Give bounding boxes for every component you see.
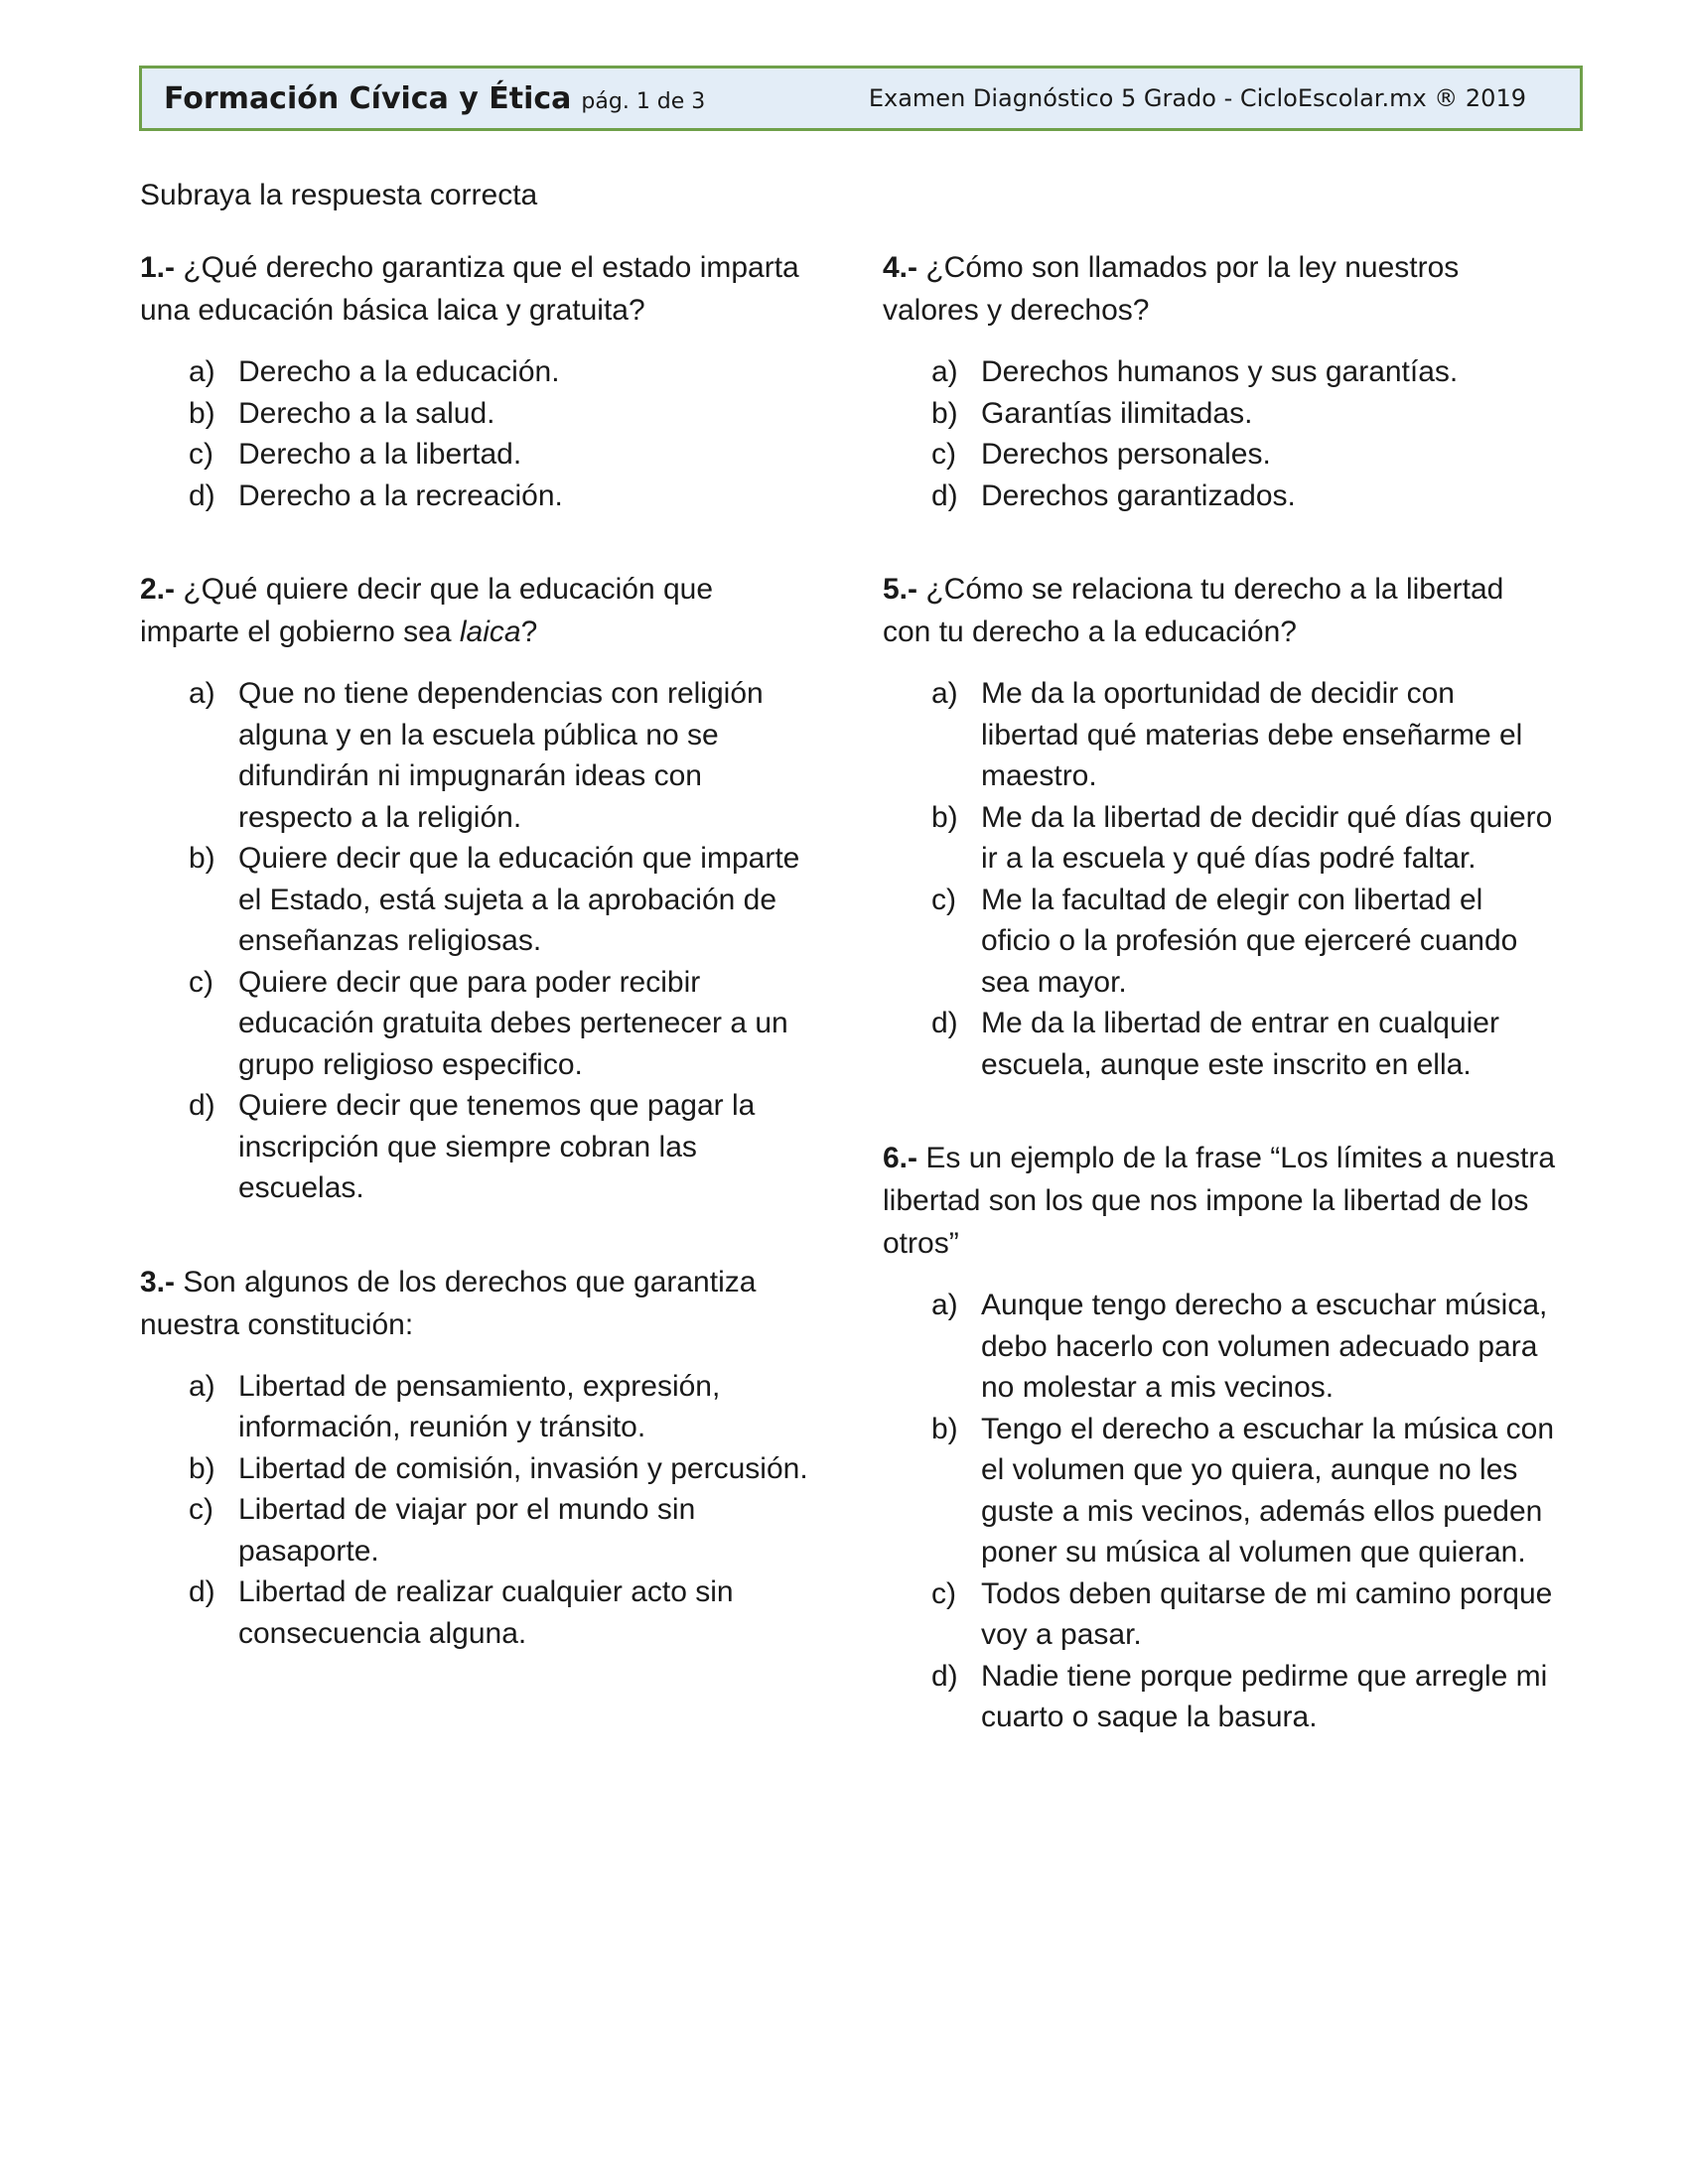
option-letter: c) — [931, 883, 956, 916]
option-letter: b) — [189, 842, 215, 875]
option-b[interactable] — [883, 1409, 1558, 1573]
question-body: Son algunos de los derechos que garantiza nuestra constitución: — [140, 1265, 757, 1341]
question-2 — [140, 568, 815, 1209]
option-letter: c) — [189, 438, 213, 471]
question-body-end: ? — [520, 615, 538, 648]
option-letter: c) — [931, 438, 956, 471]
option-text: Garantías ilimitadas. — [981, 396, 1253, 430]
option-b[interactable] — [140, 1448, 815, 1490]
option-text: Aunque tengo derecho a escuchar música, debo hacerlo con volumen adecuado para no molestar a mis vecinos. — [981, 1289, 1548, 1404]
option-c[interactable] — [883, 434, 1558, 476]
question-6 — [883, 1137, 1558, 1738]
option-text: Todos deben quitarse de mi camino porque voy a pasar. — [981, 1576, 1553, 1651]
option-letter: b) — [931, 396, 958, 430]
option-c[interactable] — [140, 962, 815, 1086]
option-a[interactable] — [140, 673, 815, 838]
option-letter: b) — [189, 396, 215, 430]
option-letter: d) — [931, 1659, 958, 1693]
option-a[interactable] — [140, 351, 815, 393]
question-number: 6.- — [883, 1142, 918, 1174]
question-italic-word: laica — [459, 615, 521, 648]
header-left — [164, 81, 705, 116]
question-number: 5.- — [883, 573, 918, 606]
option-letter: c) — [931, 1576, 956, 1610]
question-3 — [140, 1261, 815, 1655]
options-list — [140, 673, 815, 1209]
left-column — [140, 246, 815, 1706]
option-text: Me da la libertad de decidir qué días quiero ir a la escuela y qué días podré faltar. — [981, 800, 1553, 875]
option-letter: a) — [931, 677, 958, 710]
question-body: Es un ejemplo de la frase “Los límites a nuestra libertad son los que nos impone la libertad de los otros” — [883, 1142, 1555, 1260]
option-letter: b) — [931, 800, 958, 834]
option-a[interactable] — [883, 351, 1558, 393]
option-letter: a) — [189, 677, 215, 710]
page-header — [139, 66, 1583, 131]
option-a[interactable] — [140, 1366, 815, 1448]
option-b[interactable] — [140, 838, 815, 962]
question-number: 4.- — [883, 251, 918, 284]
option-d[interactable] — [140, 1571, 815, 1654]
option-letter: a) — [189, 1369, 215, 1403]
option-text: Derecho a la educación. — [238, 355, 560, 388]
option-text: Libertad de pensamiento, expresión, información, reunión y tránsito. — [238, 1369, 721, 1443]
option-letter: a) — [931, 355, 958, 388]
question-4 — [883, 246, 1558, 516]
question-number: 1.- — [140, 251, 176, 284]
right-column — [883, 246, 1558, 1790]
option-text: Derecho a la libertad. — [238, 438, 522, 471]
option-text: Quiere decir que para poder recibir educación gratuita debes pertenecer a un grupo religioso especifico. — [238, 965, 788, 1081]
option-text: Derechos personales. — [981, 438, 1271, 471]
option-text: Me da la oportunidad de decidir con libertad qué materias debe enseñarme el maestro. — [981, 677, 1523, 792]
option-letter: d) — [189, 1089, 215, 1122]
option-text: Libertad de comisión, invasión y percusión. — [238, 1451, 808, 1485]
question-text — [883, 246, 1558, 332]
option-letter: d) — [189, 478, 215, 512]
option-a[interactable] — [883, 1285, 1558, 1409]
option-letter: c) — [189, 1493, 213, 1526]
options-list — [140, 1366, 815, 1655]
options-list — [883, 1285, 1558, 1738]
question-number: 2.- — [140, 573, 176, 606]
exam-title: Examen Diagnóstico 5 Grado - CicloEscolar.mx ® 2019 — [868, 84, 1526, 112]
option-d[interactable] — [883, 1003, 1558, 1085]
option-letter: d) — [931, 1007, 958, 1039]
option-d[interactable] — [883, 476, 1558, 517]
option-letter: d) — [189, 1575, 215, 1608]
question-body: ¿Cómo son llamados por la ley nuestros valores y derechos? — [883, 251, 1460, 327]
option-d[interactable] — [140, 1085, 815, 1209]
option-text: Derecho a la recreación. — [238, 478, 563, 512]
option-c[interactable] — [883, 880, 1558, 1004]
question-body: ¿Qué derecho garantiza que el estado imparta una educación básica laica y gratuita? — [140, 251, 799, 327]
option-text: Derechos humanos y sus garantías. — [981, 355, 1459, 388]
option-text: Derechos garantizados. — [981, 478, 1296, 512]
option-text: Tengo el derecho a escuchar la música con el volumen que yo quiera, aunque no les guste a mis vecinos, además ellos pueden poner su música al volumen que quieran. — [981, 1412, 1555, 1569]
option-letter: b) — [931, 1412, 958, 1445]
option-d[interactable] — [140, 476, 815, 517]
option-b[interactable] — [883, 797, 1558, 880]
option-text: Libertad de realizar cualquier acto sin consecuencia alguna. — [238, 1575, 734, 1650]
option-text: Libertad de viajar por el mundo sin pasaporte. — [238, 1493, 696, 1568]
question-1 — [140, 246, 815, 516]
question-text — [883, 1137, 1558, 1265]
option-text: Quiere decir que tenemos que pagar la inscripción que siempre cobran las escuelas. — [238, 1089, 756, 1204]
option-c[interactable] — [140, 434, 815, 476]
question-5 — [883, 568, 1558, 1085]
options-list — [883, 351, 1558, 516]
option-c[interactable] — [140, 1489, 815, 1571]
option-a[interactable] — [883, 673, 1558, 797]
option-letter: d) — [931, 478, 958, 512]
option-letter: b) — [189, 1451, 215, 1485]
option-text: Nadie tiene porque pedirme que arregle mi cuarto o saque la basura. — [981, 1659, 1548, 1733]
option-letter: a) — [189, 355, 215, 388]
question-text — [140, 1261, 815, 1346]
option-letter: c) — [189, 965, 213, 999]
question-text — [140, 246, 815, 332]
option-text: Me la facultad de elegir con libertad el oficio o la profesión que ejerceré cuando sea mayor. — [981, 883, 1518, 999]
option-text: Quiere decir que la educación que imparte el Estado, está sujeta a la aprobación de enseñanzas religiosas. — [238, 842, 800, 957]
question-number: 3.- — [140, 1265, 176, 1298]
question-body: ¿Cómo se relaciona tu derecho a la libertad con tu derecho a la educación? — [883, 573, 1504, 648]
options-list — [140, 351, 815, 516]
question-body: ¿Qué quiere decir que la educación que imparte el gobierno sea — [140, 573, 714, 648]
page-indicator: pág. 1 de 3 — [581, 88, 706, 114]
question-text — [883, 568, 1558, 653]
option-b[interactable] — [140, 393, 815, 435]
subject-title: Formación Cívica y Ética — [164, 80, 572, 116]
option-text: Derecho a la salud. — [238, 396, 495, 430]
option-letter: a) — [931, 1289, 958, 1321]
option-b[interactable] — [883, 393, 1558, 435]
question-text — [140, 568, 815, 653]
option-c[interactable] — [883, 1573, 1558, 1656]
option-text: Me da la libertad de entrar en cualquier escuela, aunque este inscrito en ella. — [981, 1007, 1499, 1081]
option-d[interactable] — [883, 1656, 1558, 1738]
option-text: Que no tiene dependencias con religión alguna y en la escuela pública no se difundirán ni impugnarán ideas con respecto a la religión. — [238, 677, 764, 834]
options-list — [883, 673, 1558, 1085]
instruction-text: Subraya la respuesta correcta — [140, 179, 538, 211]
